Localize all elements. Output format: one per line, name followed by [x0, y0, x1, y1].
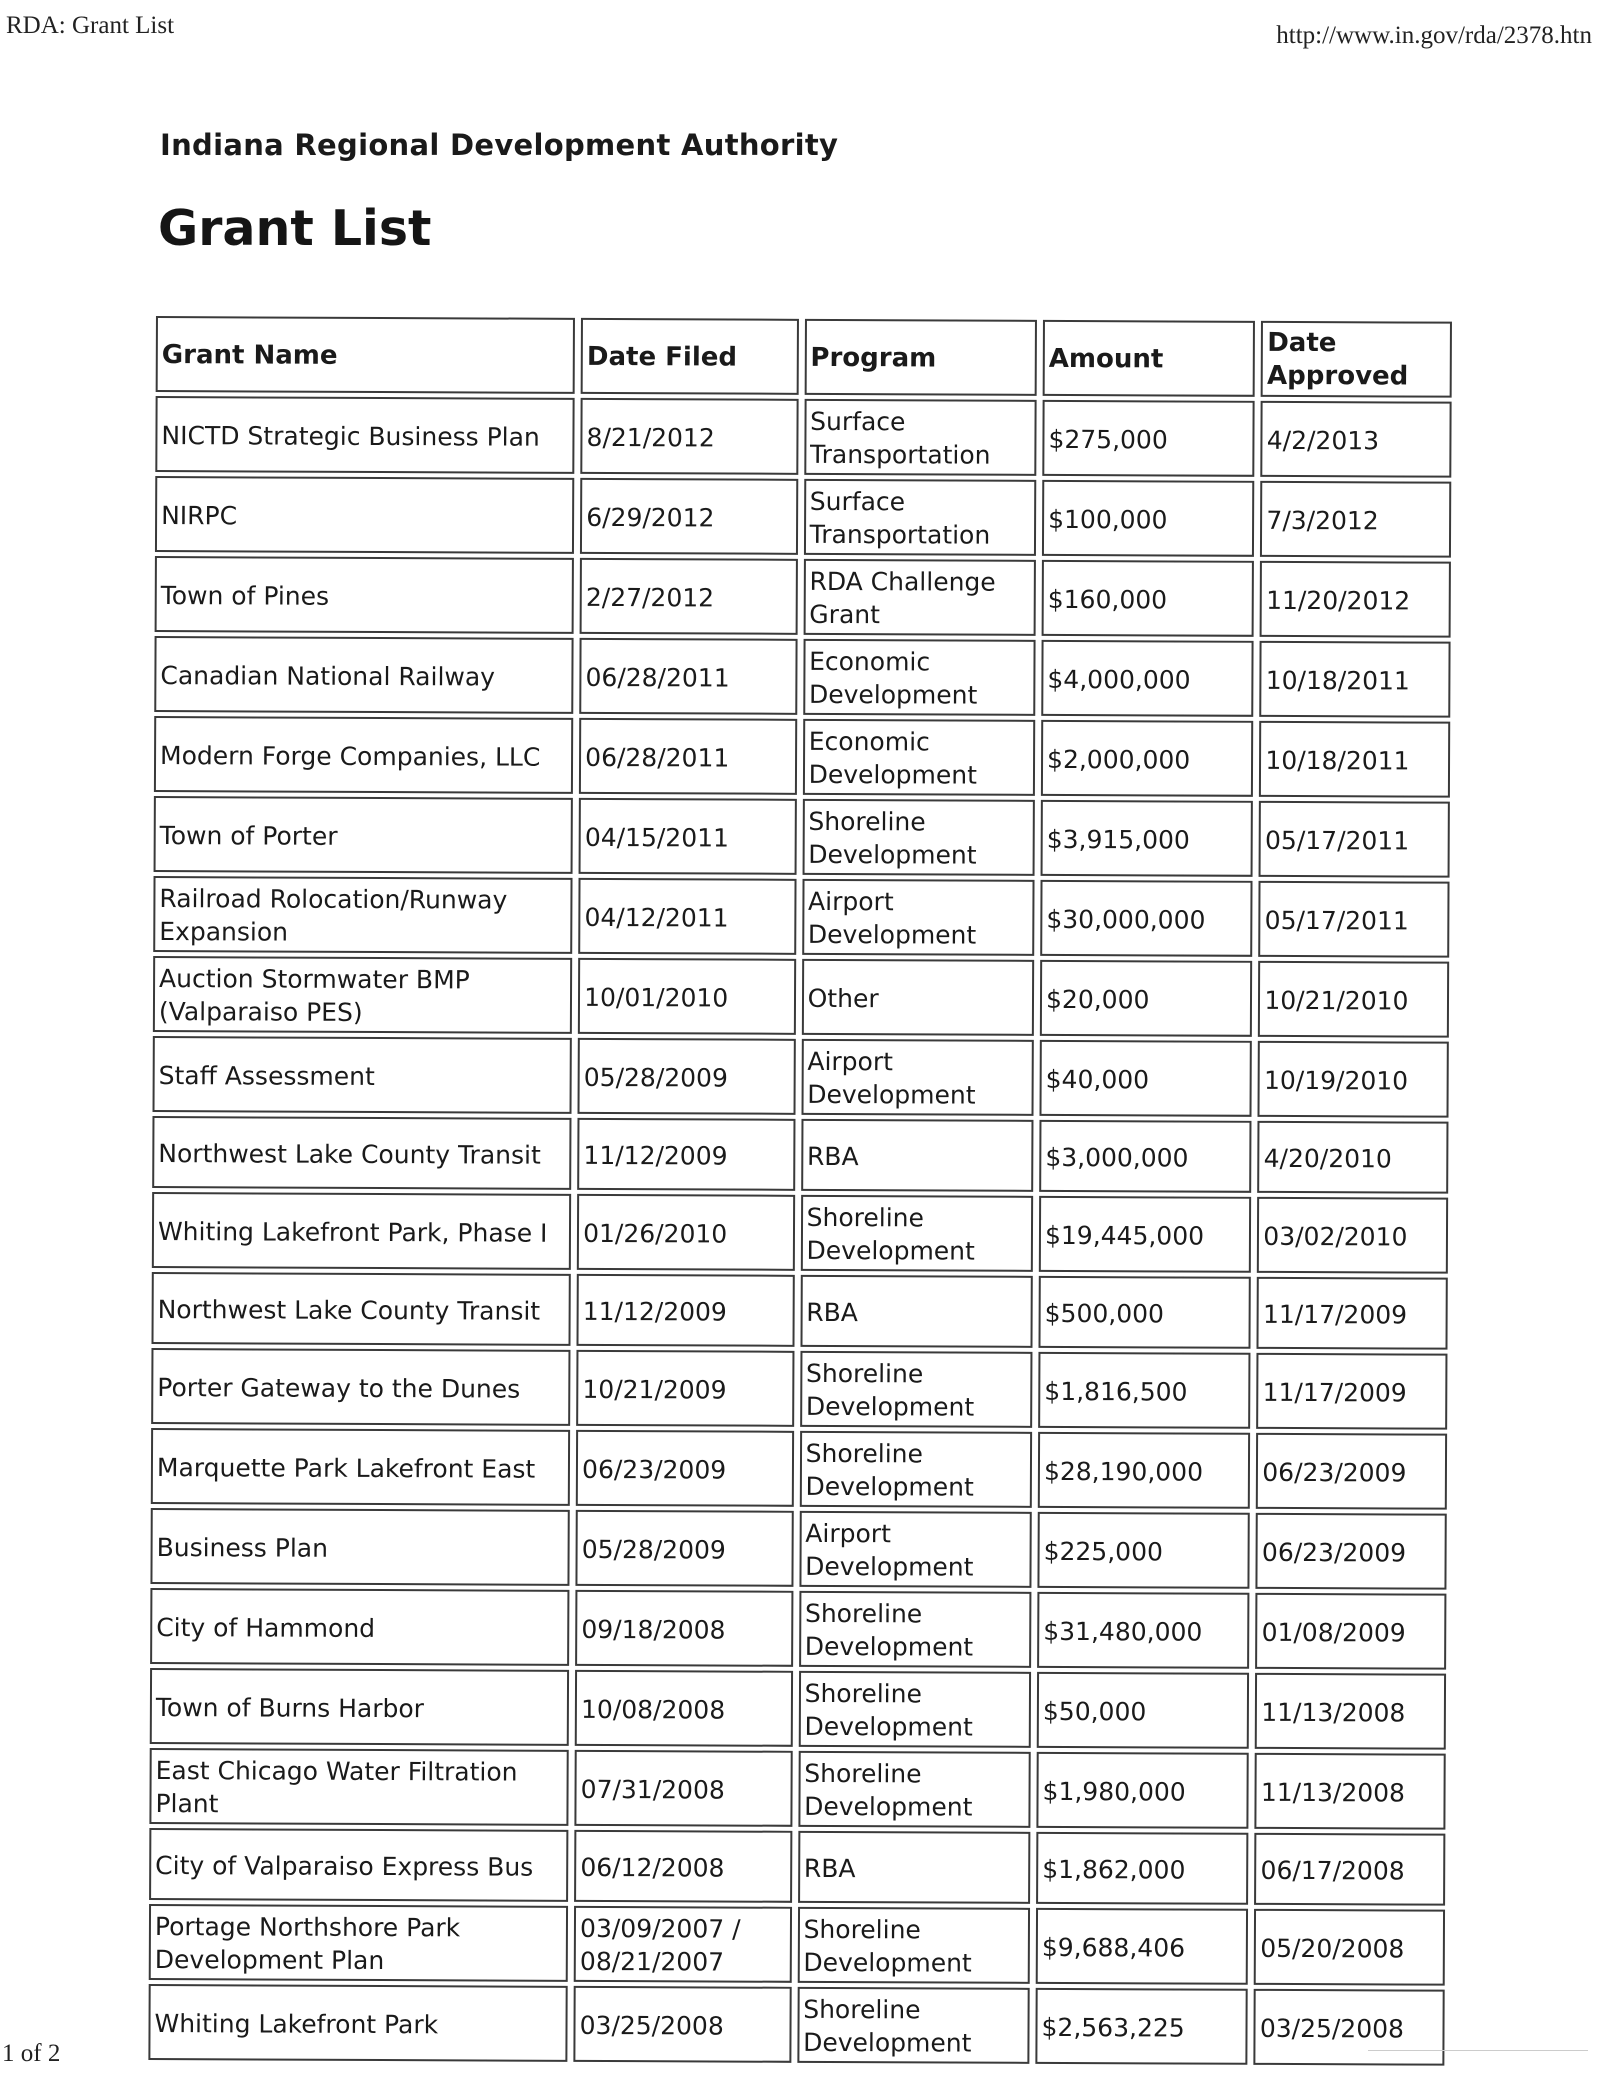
cell-program: RBA [798, 1831, 1031, 1904]
cell-amount: $2,000,000 [1041, 720, 1254, 797]
cell-amount: $40,000 [1040, 1040, 1253, 1117]
cell-date-approved: 06/23/2009 [1256, 1433, 1447, 1510]
table-row [151, 1272, 1447, 1350]
print-header-title: RDA: Grant List [6, 12, 175, 39]
cell-date-approved: 05/20/2008 [1254, 1909, 1445, 1986]
cell-grant-name: Northwest Lake County Transit [151, 1272, 570, 1346]
cell-amount: $100,000 [1042, 480, 1255, 557]
cell-date-filed: 03/09/2007 / 08/21/2007 [574, 1906, 792, 1983]
cell-program: Other [802, 959, 1035, 1036]
header-date-approved: Date Approved [1261, 321, 1452, 398]
cell-date-filed: 06/28/2011 [579, 718, 797, 795]
cell-program: Shoreline Development [797, 1987, 1030, 2064]
header-grant-name: Grant Name [156, 316, 575, 394]
cell-grant-name: Modern Forge Companies, LLC [154, 716, 573, 794]
cell-program: Airport Development [801, 1039, 1034, 1116]
cell-grant-name: City of Hammond [150, 1588, 569, 1666]
table-row [149, 1904, 1445, 1986]
cell-date-filed: 03/25/2008 [574, 1986, 792, 2063]
cell-grant-name: Town of Burns Harbor [150, 1668, 569, 1746]
cell-program: Economic Development [803, 719, 1036, 796]
organization-name: Indiana Regional Development Authority [160, 128, 839, 162]
table-row [149, 1748, 1445, 1830]
table-row [151, 1348, 1447, 1430]
cell-program: Shoreline Development [802, 799, 1035, 876]
cell-date-approved: 4/20/2010 [1258, 1121, 1449, 1194]
cell-amount: $31,480,000 [1037, 1592, 1250, 1669]
table-row [154, 716, 1450, 798]
cell-amount: $500,000 [1039, 1276, 1252, 1349]
print-header-url: http://www.in.gov/rda/2378.htn [1276, 22, 1592, 49]
cell-grant-name: Business Plan [150, 1508, 569, 1586]
cell-program: RDA Challenge Grant [803, 559, 1036, 636]
table-row [154, 796, 1450, 878]
cell-grant-name: Staff Assessment [153, 1036, 572, 1114]
cell-date-approved: 10/19/2010 [1258, 1041, 1449, 1118]
cell-grant-name: Porter Gateway to the Dunes [151, 1348, 570, 1426]
cell-program: Shoreline Development [797, 1907, 1030, 1984]
cell-date-approved: 4/2/2013 [1261, 401, 1452, 478]
cell-program: Economic Development [803, 639, 1036, 716]
cell-date-approved: 11/13/2008 [1255, 1753, 1446, 1830]
cell-program: Airport Development [802, 879, 1035, 956]
scan-mark [1368, 2050, 1588, 2065]
cell-program: Shoreline Development [798, 1671, 1031, 1748]
cell-amount: $30,000,000 [1040, 880, 1253, 957]
cell-grant-name: Railroad Rolocation/Runway Expansion [153, 876, 572, 954]
cell-grant-name: Town of Pines [155, 556, 574, 634]
cell-date-approved: 01/08/2009 [1255, 1593, 1446, 1670]
cell-date-filed: 10/08/2008 [575, 1670, 793, 1747]
cell-amount: $160,000 [1042, 560, 1255, 637]
cell-amount: $2,563,225 [1035, 1988, 1248, 2065]
cell-program: Shoreline Development [799, 1431, 1032, 1508]
cell-grant-name: Canadian National Railway [154, 636, 573, 714]
cell-date-filed: 6/29/2012 [580, 478, 798, 555]
cell-date-approved: 10/18/2011 [1260, 641, 1451, 718]
table-row [151, 1428, 1447, 1510]
cell-date-filed: 2/27/2012 [580, 558, 798, 635]
cell-date-approved: 03/25/2008 [1254, 1989, 1445, 2066]
header-program: Program [804, 319, 1037, 396]
cell-date-filed: 01/26/2010 [577, 1194, 795, 1271]
cell-amount: $275,000 [1042, 400, 1255, 477]
cell-grant-name: Auction Stormwater BMP (Valparaiso PES) [153, 956, 572, 1034]
cell-date-filed: 8/21/2012 [580, 398, 798, 475]
cell-date-approved: 06/17/2008 [1254, 1833, 1445, 1906]
cell-date-filed: 06/28/2011 [579, 638, 797, 715]
cell-date-filed: 11/12/2009 [577, 1274, 795, 1347]
cell-amount: $3,000,000 [1039, 1120, 1252, 1193]
table-row [155, 396, 1451, 478]
cell-program: Surface Transportation [804, 399, 1037, 476]
table-row [153, 876, 1449, 958]
table-row [150, 1668, 1446, 1750]
cell-program: Shoreline Development [798, 1751, 1031, 1828]
cell-amount: $9,688,406 [1036, 1908, 1249, 1985]
cell-date-approved: 11/20/2012 [1260, 561, 1451, 638]
table-row [148, 1984, 1444, 2066]
cell-date-filed: 10/21/2009 [576, 1350, 794, 1427]
page-number: 1 of 2 [2, 2040, 61, 2067]
page-title: Grant List [158, 200, 432, 257]
table-row [149, 1828, 1445, 1906]
header-date-filed: Date Filed [581, 318, 799, 395]
cell-date-approved: 03/02/2010 [1257, 1197, 1448, 1274]
cell-grant-name: East Chicago Water Filtration Plant [149, 1748, 568, 1826]
cell-grant-name: Town of Porter [154, 796, 573, 874]
cell-grant-name: Northwest Lake County Transit [152, 1116, 571, 1190]
cell-amount: $20,000 [1040, 960, 1253, 1037]
cell-program: Shoreline Development [799, 1591, 1032, 1668]
grant-rows [148, 396, 1451, 2066]
cell-program: Airport Development [799, 1511, 1032, 1588]
cell-grant-name: Whiting Lakefront Park [148, 1984, 567, 2062]
table-row [155, 476, 1451, 558]
cell-date-approved: 05/17/2011 [1259, 881, 1450, 958]
cell-date-filed: 11/12/2009 [577, 1118, 795, 1191]
cell-grant-name: Portage Northshore Park Development Plan [149, 1904, 568, 1982]
cell-amount: $4,000,000 [1041, 640, 1254, 717]
table-row [155, 556, 1451, 638]
cell-grant-name: City of Valparaiso Express Bus [149, 1828, 568, 1902]
cell-date-approved: 11/17/2009 [1257, 1277, 1448, 1350]
cell-date-filed: 04/12/2011 [578, 878, 796, 955]
cell-date-approved: 06/23/2009 [1256, 1513, 1447, 1590]
print-header [6, 8, 1592, 48]
cell-date-filed: 06/23/2009 [576, 1430, 794, 1507]
cell-date-filed: 05/28/2009 [576, 1510, 794, 1587]
cell-amount: $1,816,500 [1038, 1352, 1251, 1429]
cell-grant-name: Whiting Lakefront Park, Phase I [152, 1192, 571, 1270]
grant-table [142, 312, 1458, 2070]
cell-amount: $28,190,000 [1038, 1432, 1251, 1509]
cell-amount: $1,980,000 [1036, 1752, 1249, 1829]
cell-date-filed: 09/18/2008 [575, 1590, 793, 1667]
table-row [150, 1588, 1446, 1670]
cell-date-filed: 06/12/2008 [574, 1830, 792, 1903]
table-row [152, 1116, 1448, 1194]
cell-grant-name: Marquette Park Lakefront East [151, 1428, 570, 1506]
cell-date-filed: 04/15/2011 [579, 798, 797, 875]
table-header-row [156, 316, 1452, 398]
cell-date-filed: 10/01/2010 [578, 958, 796, 1035]
cell-grant-name: NICTD Strategic Business Plan [155, 396, 574, 474]
header-amount: Amount [1043, 320, 1256, 397]
cell-date-approved: 11/13/2008 [1255, 1673, 1446, 1750]
cell-amount: $225,000 [1037, 1512, 1250, 1589]
table-row [153, 956, 1449, 1038]
table-row [152, 1192, 1448, 1274]
cell-amount: $50,000 [1037, 1672, 1250, 1749]
table-row [154, 636, 1450, 718]
table-row [153, 1036, 1449, 1118]
cell-program: RBA [801, 1119, 1034, 1192]
cell-program: Surface Transportation [804, 479, 1037, 556]
cell-grant-name: NIRPC [155, 476, 574, 554]
cell-amount: $3,915,000 [1041, 800, 1254, 877]
cell-date-approved: 10/18/2011 [1259, 721, 1450, 798]
cell-date-filed: 05/28/2009 [578, 1038, 796, 1115]
cell-date-approved: 05/17/2011 [1259, 801, 1450, 878]
table-row [150, 1508, 1446, 1590]
cell-date-approved: 7/3/2012 [1260, 481, 1451, 558]
cell-date-approved: 11/17/2009 [1256, 1353, 1447, 1430]
cell-program: RBA [800, 1275, 1033, 1348]
cell-date-filed: 07/31/2008 [575, 1750, 793, 1827]
cell-date-approved: 10/21/2010 [1258, 961, 1449, 1038]
cell-amount: $1,862,000 [1036, 1832, 1249, 1905]
cell-program: Shoreline Development [800, 1195, 1033, 1272]
cell-program: Shoreline Development [800, 1351, 1033, 1428]
cell-amount: $19,445,000 [1039, 1196, 1252, 1273]
